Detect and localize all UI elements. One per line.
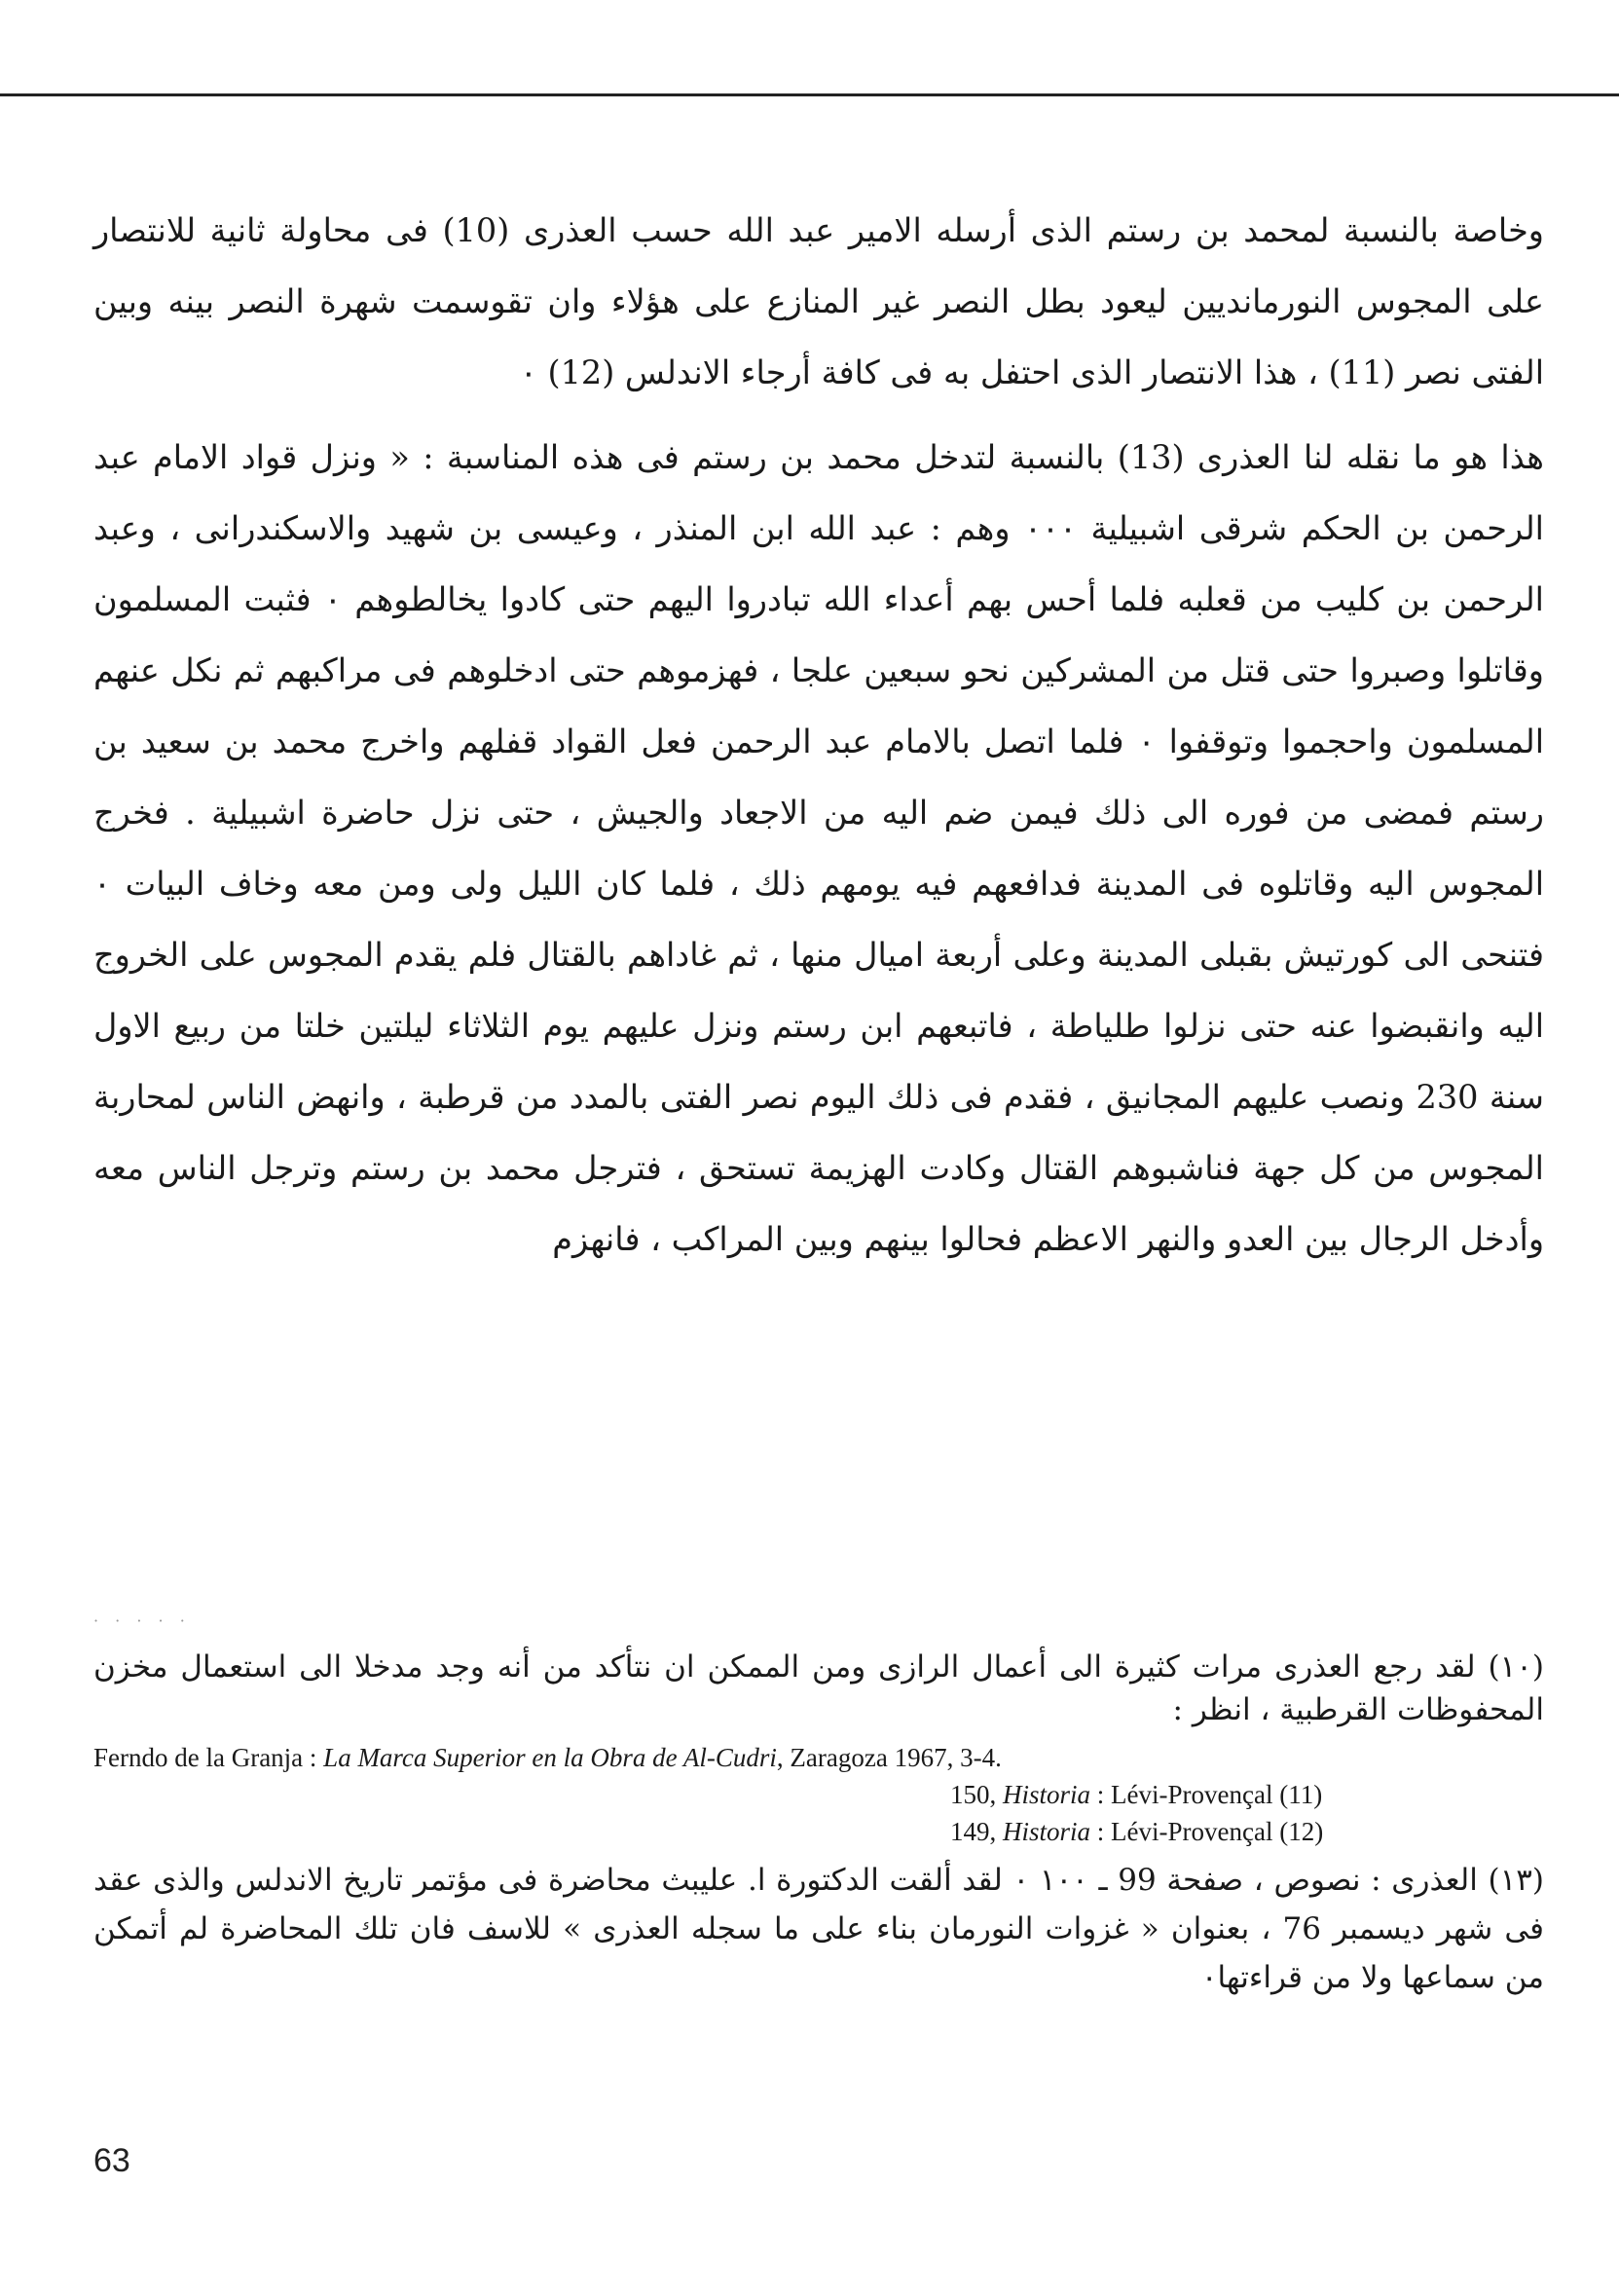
footnote-11-title: Historia — [1003, 1780, 1091, 1809]
paragraph-1: وخاصة بالنسبة لمحمد بن رستم الذى أرسله الامير عبد الله حسب العذرى (10) فى محاولة ثانية للانتصار على المجوس النورمانديين ليعود بطل النصر غير المنازع على هؤلاء وان تقوسمت شهرة النصر بينه وبين الفتى نصر (11) ، هذا الانتصار الذى احتفل به فى كافة أرجاء الاندلس (12) ٠ — [93, 211, 1544, 391]
main-text — [93, 195, 1544, 1275]
footnotes — [93, 1646, 1544, 2002]
top-rule — [0, 93, 1619, 96]
footnote-10-ref-title: La Marca Superior en la Obra de Al-Cudri — [323, 1743, 777, 1772]
footnote-10-ref-rest: , Zaragoza 1967, 3-4. — [776, 1743, 1002, 1772]
footnote-11-rest: : Lévi-Provençal (11) — [1090, 1780, 1323, 1809]
paragraph-2: هذا هو ما نقله لنا العذرى (13) بالنسبة لتدخل محمد بن رستم فى هذه المناسبة : « ونزل قواد الامام عبد الرحمن بن الحكم شرقى اشبيلية ٠٠٠ وهم : عبد الله ابن المنذر ، وعيسى بن شهيد والاسكندرانى ، وعبد الرحمن بن كليب من قعلبه فلما أحس بهم أعداء الله تبادروا اليهم حتى كادوا يخالطوهم ٠ فثبت المسلمون وقاتلوا وصبروا حتى قتل من المشركين نحو سبعين علجا ، فهزموهم حتى ادخلوهم فى مراكبهم ثم نكل عنهم المسلمون واحجموا وتوقفوا ٠ فلما اتصل بالامام عبد الرحمن فعل القواد قفلهم واخرج محمد بن سعيد بن رستم فمضى من فوره الى ذلك فيمن ضم اليه من الاجعاد والجيش ، حتى نزل حاضرة اشبيلية . فخرج المجوس اليه وقاتلوه فى المدينة فدافعهم فيه يومهم ذلك ، فلما كان الليل ولى ومن معه وخاف البيات ٠ فتنحى الى كورتيش بقبلى المدينة وعلى أربعة اميال منها ، ثم غاداهم بالقتال فلم يقدم المجوس على الخروج اليه وانقبضوا عنه حتى نزلوا طلياطة ، فاتبعهم ابن رستم ونزل عليهم يوم الثلاثاء ليلتين خلتا من ربيع الاول سنة 230 ونصب عليهم المجانيق ، فقدم فى ذلك اليوم نصر الفتى بالمدد من قرطبة ، وانهض الناس لمحاربة المجوس من كل جهة فناشبوهم القتال وكادت الهزيمة تستحق ، فترجل محمد بن رستم وترجل الناس معه وأدخل الرجال بين العدو والنهر الاعظم فحالوا بينهم وبين المراكب ، فانهزم — [93, 438, 1545, 1258]
faded-marks: · · · · · — [93, 1611, 191, 1630]
footnote-10: (١٠) لقد رجع العذرى مرات كثيرة الى أعمال الرازى ومن الممكن ان نتأكد من أنه وجد مدخلا الى استعمال مخزن المحفوظات القرطبية ، انظر : — [93, 1649, 1544, 1727]
page-number: 63 — [93, 2142, 130, 2179]
footnote-12-rest: : Lévi-Provençal (12) — [1090, 1817, 1324, 1846]
footnote-10-ref-author: Ferndo de la Granja : — [93, 1743, 324, 1772]
footnote-11-prefix: 150, — [950, 1780, 1003, 1809]
page-body — [93, 195, 1544, 1275]
footnote-13: (١٣) العذرى : نصوص ، صفحة 99 ـ ١٠٠ ٠ لقد ألقت الدكتورة ا. عليبث محاضرة فى مؤتمر تاريخ الاندلس والذى عقد فى شهر ديسمبر 76 ، بعنوان « غزوات النورمان بناء على ما سجله العذرى » للاسف فان تلك المحاضرة لم أتمكن من سماعها ولا من قراءتها٠ — [93, 1863, 1545, 1995]
footnote-10-reference — [93, 1739, 1544, 1776]
footnote-12-prefix: 149, — [950, 1817, 1003, 1846]
footnote-12-title: Historia — [1003, 1817, 1091, 1846]
footnote-12 — [93, 1813, 1544, 1850]
footnote-11 — [93, 1776, 1544, 1813]
